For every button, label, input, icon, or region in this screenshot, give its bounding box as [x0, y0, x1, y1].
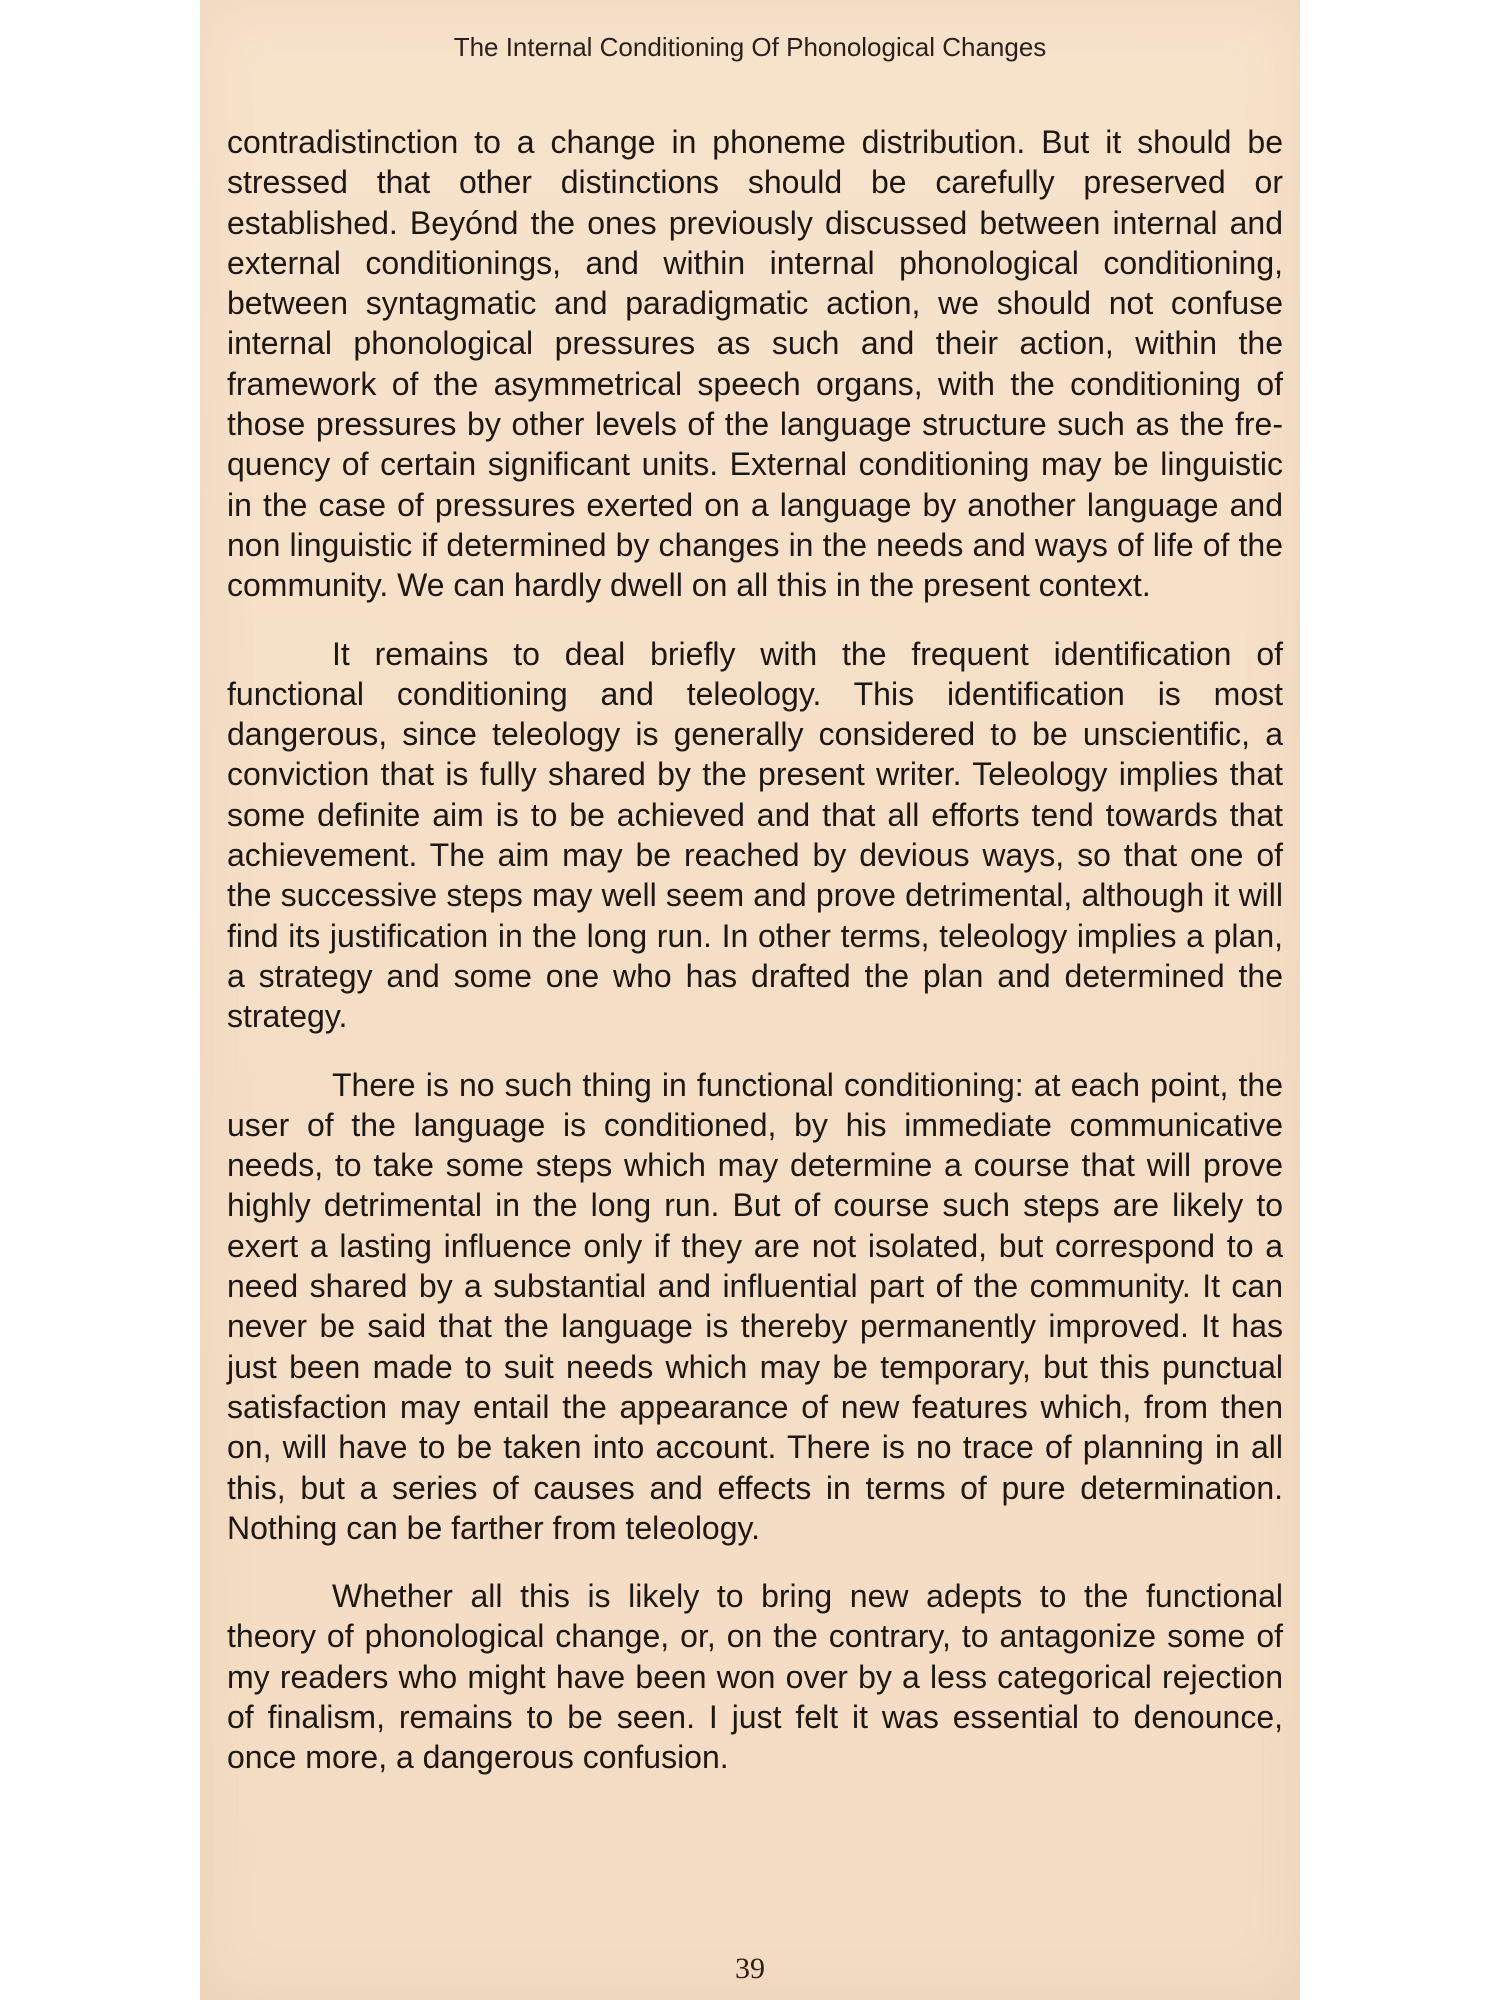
book-page: [200, 0, 1300, 2000]
paragraph-1: contradistinction to a change in phoneme distribution. But it should be stressed that other distinctions should be carefully preserved or established. Beyónd the ones previously discussed between internal and external conditionings, and within internal phonological conditioning, between syntagmatic and paradigmatic action, we should not confuse internal phonological pressures as such and their action, within the framework of the asymmetrical speech organs, with the conditioning of those pressures by other levels of the language structure such as the frequency of certain significant units. External conditioning may be linguistic in the case of pressures exerted on a language by another language and non linguistic if determined by changes in the needs and ways of life of the community. We can hardly dwell on all this in the present context.: [227, 124, 1283, 604]
running-header: The Internal Conditioning Of Phonological Changes: [453, 32, 1047, 62]
paragraph-2: It remains to deal briefly with the frequent identification of functional conditioning and teleology. This identification is most dangerous, since teleology is generally considered to be unscientific, a conviction that is fully shared by the present writer. Teleology implies that some definite aim is to be achieved and that all efforts tend towards that achievement. The aim may be reached by devious ways, so that one of the successive steps may well seem and prove detrimental, although it will find its justification in the long run. In other terms, teleology implies a plan, a strategy and some one who has drafted the plan and determined the strategy.: [227, 635, 1283, 1035]
page-number: 39: [735, 1952, 765, 1985]
paragraph-3: There is no such thing in functional conditioning: at each point, the user of the language is conditioned, by his immediate communicative needs, to take some steps which may determine a course that will prove highly detrimental in the long run. But of course such steps are likely to exert a lasting influence only if they are not isolated, but correspond to a need shared by a substantial and influential part of the community. It can never be said that the language is thereby permanently improved. It has just been made to suit needs which may be temporary, but this punctual satisfaction may entail the appearance of new features which, from then on, will have to be taken into account. There is no trace of planning in all this, but a series of causes and effects in terms of pure determination. Nothing can be farther from teleology.: [227, 1066, 1283, 1546]
body-text: [227, 122, 1283, 1806]
paragraph-4: Whether all this is likely to bring new adepts to the functional theory of phonological change, or, on the contrary, to antagonize some of my readers who might have been won over by a less categorical rejection of finalism, remains to be seen. I just felt it was essential to denounce, once more, a dangerous confusion.: [227, 1578, 1283, 1776]
